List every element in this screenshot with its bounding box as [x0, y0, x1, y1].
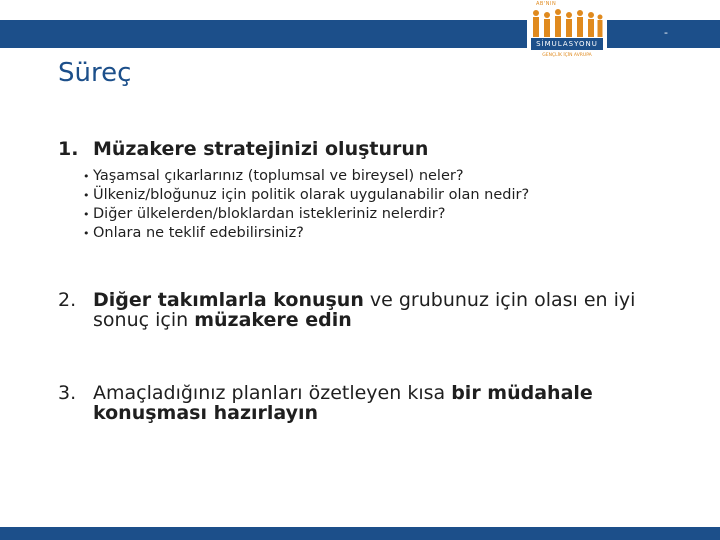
logo-top-text: AB'NIN [536, 1, 557, 7]
header-bar [0, 20, 720, 48]
bullet-item: • Ülkeniz/bloğunuz için politik olarak uygulanabilir olan nedir? [83, 186, 678, 205]
simulation-logo [527, 0, 607, 66]
step-2-number: 2. [58, 289, 77, 311]
logo-subtitle: GENÇLİK İÇİN AVRUPA [542, 53, 592, 58]
step-1-heading [58, 139, 678, 159]
step-2-bold-end: müzakere edin [194, 309, 352, 331]
footer-bar [0, 527, 720, 540]
step-1 [58, 139, 678, 243]
step-2-heading [58, 290, 678, 330]
step-3-bold-part: bir müdahale konuşması hazırlayın [93, 382, 593, 424]
step-1-bullets [58, 167, 678, 243]
step-3 [58, 383, 678, 423]
step-2-bold-part: Diğer takımlarla konuşun [93, 289, 364, 311]
step-2-text-part: ve grubunuz için olası en iyi sonuç için [93, 289, 636, 331]
slide-title: Süreç [58, 58, 132, 88]
step-3-heading [58, 383, 678, 423]
logo-wordmark: SİMULASYONU [531, 38, 603, 50]
page-number: - [664, 26, 668, 39]
step-2 [58, 290, 678, 330]
bullet-item: • Onlara ne teklif edebilirsiniz? [83, 224, 678, 243]
bullet-item: • Yaşamsal çıkarlarınız (toplumsal ve bireysel) neler? [83, 167, 678, 186]
step-3-text-part: Amaçladığınız planları özetleyen kısa [93, 382, 452, 404]
bullet-item: • Diğer ülkelerden/bloklardan istekleriniz nelerdir? [83, 205, 678, 224]
step-1-title: Müzakere stratejinizi oluşturun [93, 138, 429, 160]
people-silhouettes-icon [531, 9, 603, 39]
step-1-number: 1. [58, 138, 79, 160]
step-3-number: 3. [58, 382, 77, 404]
